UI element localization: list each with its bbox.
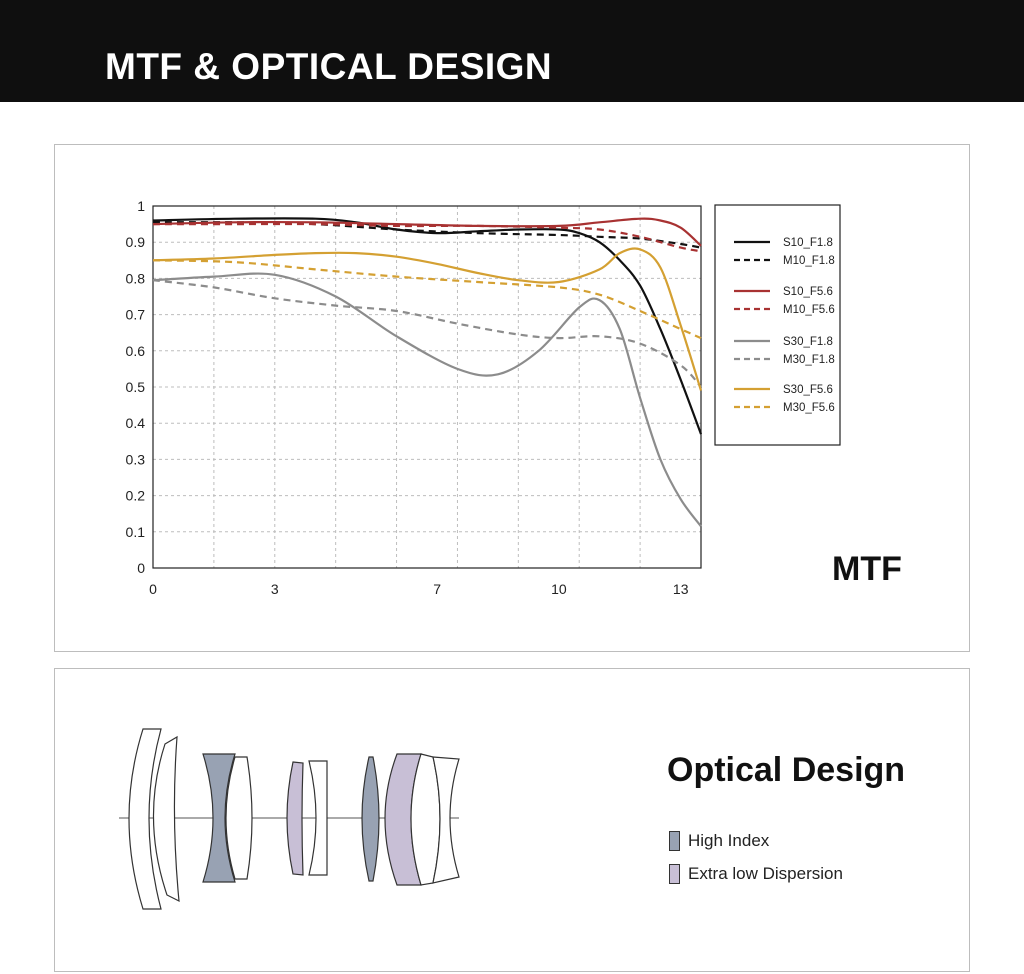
legend-high-index [669,831,769,851]
series-line-s30-f1-8 [153,274,701,527]
page-title: MTF & OPTICAL DESIGN [105,46,553,87]
legend-label: S30_F5.6 [783,384,833,396]
series-line-m30-f1-8 [153,280,701,387]
y-tick-label: 0.8 [125,270,145,287]
y-tick-label: 0.2 [125,487,145,504]
y-tick-label: 0.6 [125,342,145,359]
legend-label: S10_F5.6 [783,286,833,298]
y-tick-label: 0.1 [125,523,145,540]
legend-extra-low-dispersion [669,864,843,884]
x-tick-label: 10 [551,581,567,597]
series-line-m10-f5-6 [153,224,701,251]
legend-label: M30_F1.8 [783,354,835,366]
extra-low-dispersion-swatch [669,864,680,884]
x-tick-label: 13 [672,581,689,597]
series-line-s30-f5-6 [153,248,701,390]
y-tick-label: 0.7 [125,306,145,323]
y-tick-label: 1 [137,198,145,214]
high-index-label: High Index [688,831,770,850]
x-tick-label: 0 [149,581,157,597]
lens-diagram [55,669,969,971]
x-tick-label: 3 [270,581,279,597]
extra-low-dispersion-label: Extra low Dispersion [688,864,843,883]
y-tick-label: 0.5 [125,379,145,395]
lens-element-4 [226,757,252,879]
legend-label: S30_F1.8 [783,336,833,348]
x-tick-label: 7 [433,581,442,597]
y-tick-label: 0.3 [125,451,145,468]
legend-label: M10_F1.8 [783,255,835,267]
lens-element-5 [287,762,303,875]
y-tick-label: 0.9 [125,234,145,251]
lens-element-7 [362,757,379,881]
mtf-label: MTF [832,550,902,588]
y-tick-label: 0 [137,560,145,576]
legend-label: S10_F1.8 [783,237,833,249]
legend-label: M30_F5.6 [783,402,835,414]
legend-label: M10_F5.6 [783,304,835,316]
y-tick-label: 0.4 [125,415,145,432]
series-line-m10-f1-8 [153,222,701,247]
optical-design-label: Optical Design [667,751,906,789]
optical-design-panel [54,668,970,972]
page-header [0,0,1024,102]
mtf-panel [54,144,970,652]
lens-element-2 [153,737,179,901]
high-index-swatch [669,831,680,851]
